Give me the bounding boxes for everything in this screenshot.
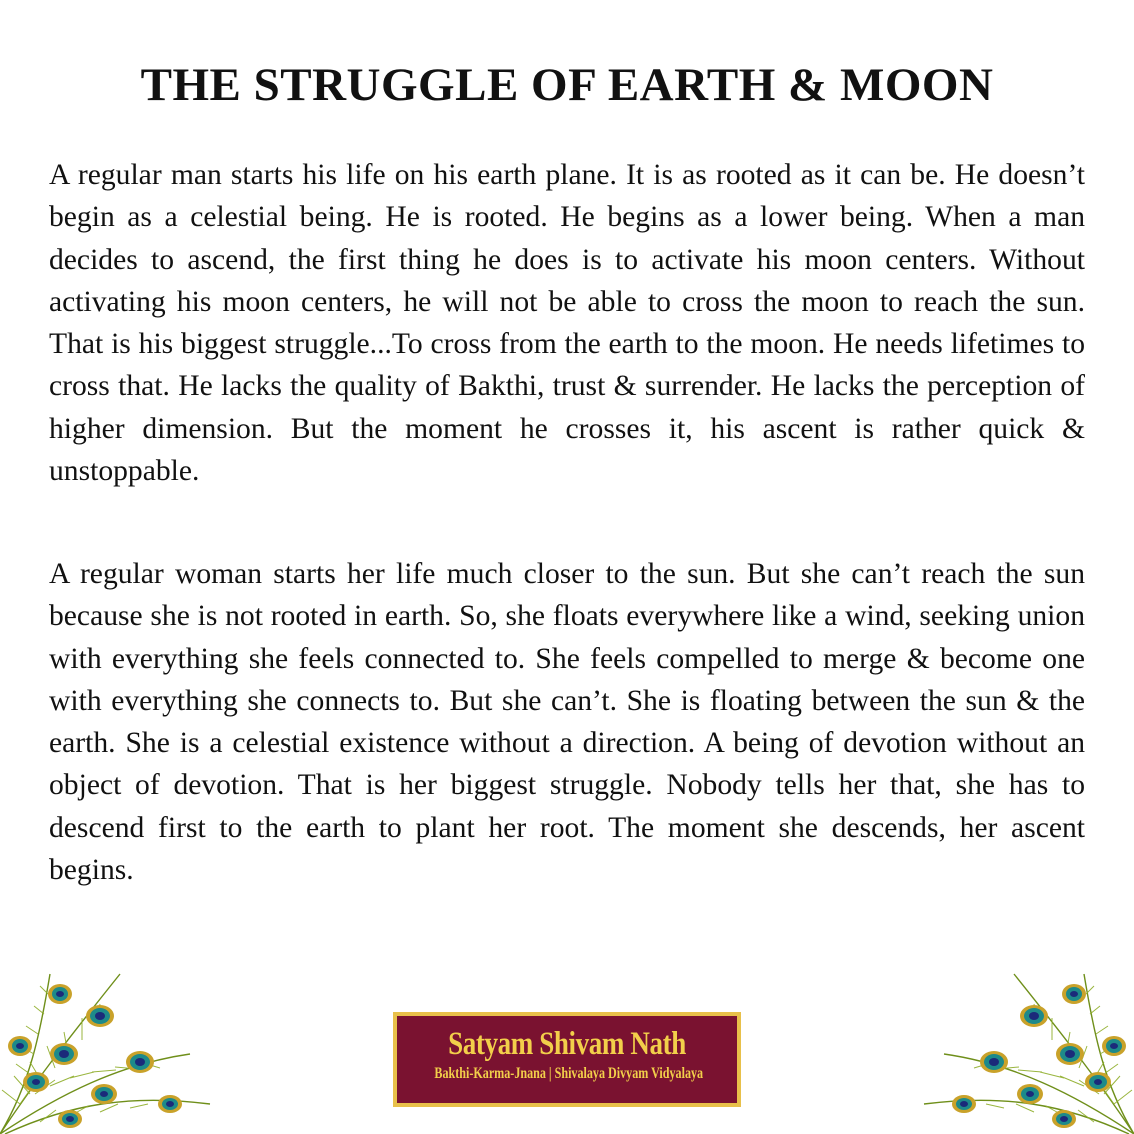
logo-name: Satyam Shivam Nath [448, 1026, 686, 1062]
peacock-feather-icon [919, 954, 1134, 1134]
peacock-feather-icon [0, 954, 215, 1134]
paragraph-woman: A regular woman starts her life much closer to the sun. But she can’t reach the sun because she is not rooted in earth. So, she floats everywhere like a wind, seeking union with everything she feels connected to. She feels compelled to merge & become one with everything she connects to. But she can’t. She is floating between the sun & the earth. She is a celestial existence without a direction. A being of devotion without an object of devotion. That is her biggest struggle. Nobody tells her that, she has to descend first to the earth to plant her root. The moment she descends, her ascent begins. [49, 558, 1085, 887]
brand-logo [393, 1012, 741, 1107]
logo-tagline: Bakthi-Karma-Jnana | Shivalaya Divyam Vidyalaya [434, 1065, 704, 1082]
page-title: THE STRUGGLE OF EARTH & MOON [140, 59, 994, 111]
paragraph-man: A regular man starts his life on his earth plane. It is as rooted as it can be. He doesn’t begin as a celestial being. He is rooted. He begins as a lower being. When a man decides to ascend, the first thing he does is to activate his moon centers. Without activating his moon centers, he will not be able to cross the moon to reach the sun. That is his biggest struggle...To cross from the earth to the moon. He needs lifetimes to cross that. He lacks the quality of Bakthi, trust & surrender. He lacks the perception of higher dimension. But the moment he crosses it, his ascent is rather quick & unstoppable. [49, 159, 1085, 488]
